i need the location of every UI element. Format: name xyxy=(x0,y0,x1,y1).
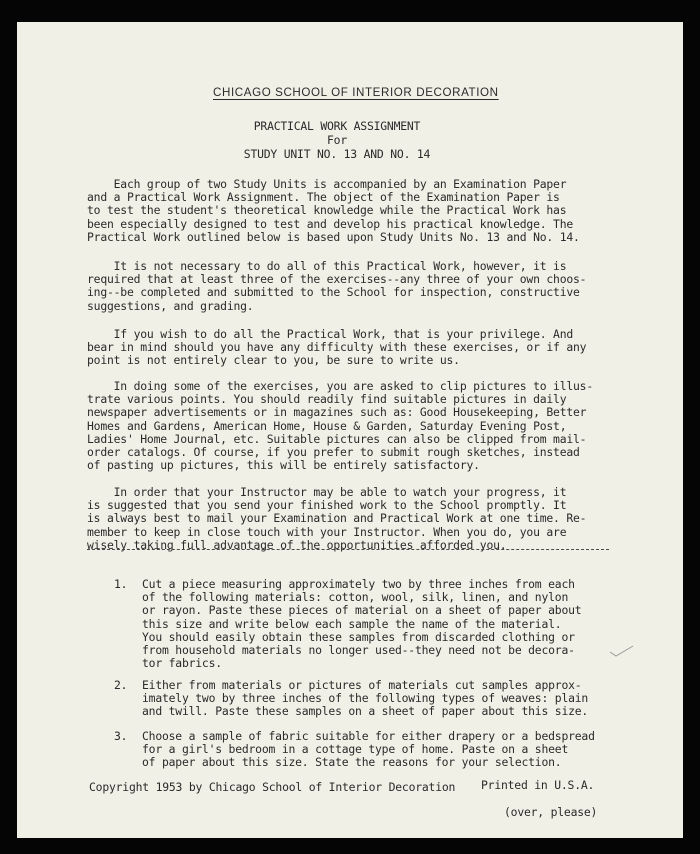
exercise-number: 1. xyxy=(114,577,128,591)
paragraph-intro: Each group of two Study Units is accompanied by an Examination Paper and a Practical Work Assignment. The object of the Examination Paper is to test the student's theoretical knowledge while the Practical Work has been especially designed to test and develop his practical knowledge. The Practical Work outlined below is based upon Study Units No. 13 and No. 14. xyxy=(87,177,580,244)
over-please-note: (over, please) xyxy=(504,805,598,819)
assignment-title: PRACTICAL WORK ASSIGNMENT xyxy=(253,119,421,133)
exercise-text: Choose a sample of fabric suitable for either drapery or a bedspread for a girl's bedroom in a cottage type of home. Paste on a sheet of paper about this size. State the reasons for your selection. xyxy=(142,729,595,770)
paragraph-pictures: In doing some of the exercises, you are asked to clip pictures to illus- trate various points. You should readily find suitable pictures in daily newspaper advertisements or in magazines such as: Good Housekeeping, Better Homes and Gardens, American Home, House & Garden, Saturday Evening Post, Ladies' Home Journal, etc. Suitable pictures can also be clipped from mail- order catalogs. Of course, if you prefer to submit rough sketches, instead of pasting up pictures, this will be entirely satisfactory. xyxy=(87,379,593,473)
paragraph-requirements: It is not necessary to do all of this Practical Work, however, it is required that at least three of the exercises--any three of your own choos- ing--be completed and submitted to the School for inspection, constructive suggestions, and grading. xyxy=(87,259,587,313)
copyright-line: Copyright 1953 by Chicago School of Interior Decoration xyxy=(89,780,456,794)
assignment-for: For xyxy=(327,133,347,147)
paragraph-progress: In order that your Instructor may be able to watch your progress, it is suggested that you send your finished work to the School promptly. It is always best to mail your Examination and Practical Work at one time. Re- member to keep in close touch with your Instructor. When you do, you are wisely taking full advantage of the opportunities afforded you. xyxy=(87,485,587,552)
school-heading: CHICAGO SCHOOL OF INTERIOR DECORATION xyxy=(213,86,499,99)
exercise-text: Cut a piece measuring approximately two by three inches from each of the following materials: cotton, wool, silk, linen, and nylon or rayon. Paste these pieces of material on a sheet of paper about this size and write below each sample the name of the material. You should easily obtain these samples from discarded clothing or from household materials no longer used--they need not be decora- tor fabrics. xyxy=(142,577,582,671)
exercise-text: Either from materials or pictures of materials cut samples approx- imately two by three inches of the following types of weaves: plain and twill. Paste these samples on a sheet of paper about this size. xyxy=(142,678,589,719)
printed-in-line: Printed in U.S.A. xyxy=(481,778,595,792)
paragraph-privilege: If you wish to do all the Practical Work, that is your privilege. And bear in mind should you have any difficulty with these exercises, or if any point is not entirely clear to you, be sure to write us. xyxy=(87,327,587,368)
exercise-number: 3. xyxy=(114,729,128,743)
pencil-check-mark xyxy=(609,644,635,658)
exercise-number: 2. xyxy=(114,678,128,692)
assignment-units: STUDY UNIT NO. 13 AND NO. 14 xyxy=(243,147,431,161)
document-page xyxy=(17,22,683,838)
dashed-divider xyxy=(87,549,609,550)
